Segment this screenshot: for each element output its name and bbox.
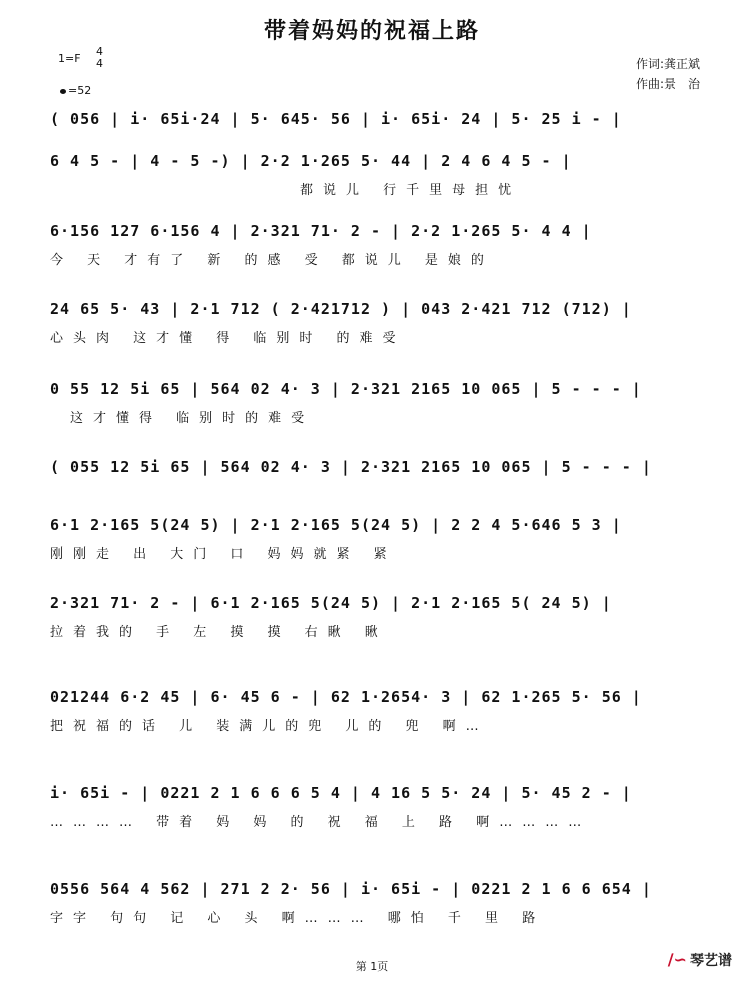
notation-line: ( 055 12 5i 65 | 564 02 4· 3 | 2·321 2165 10 065 | 5 - - - |: [50, 458, 652, 476]
notation-line: 0 55 12 5i 65 | 564 02 4· 3 | 2·321 2165 10 065 | 5 - - - |: [50, 380, 642, 398]
page-number: 第 1页: [355, 960, 389, 973]
time-sig-bottom: 4: [96, 57, 103, 70]
notation-line: 6 4 5 - | 4 - 5 -) | 2·2 1·265 5· 44 | 2 4 6 4 5 - |: [50, 152, 572, 170]
notation-line: 6·156 127 6·156 4 | 2·321 71· 2 - | 2·2 1·265 5· 4 4 |: [50, 222, 592, 240]
lyrics-line: 这才懂得 临别时的难受: [70, 411, 315, 426]
score-row-4: [50, 300, 710, 346]
score-row-9: [50, 688, 710, 734]
lyrics-line: 拉着我的 手 左 摸 摸 右瞅 瞅: [50, 625, 388, 640]
score-row-7: [50, 516, 710, 562]
score-row-2: [50, 152, 710, 198]
score-row-11: [50, 880, 710, 926]
notation-line: i· 65i - | 0221 2 1 6 6 6 5 4 | 4 16 5 5· 24 | 5· 45 2 - |: [50, 784, 632, 802]
notation-line: ( 056 | i· 65i·24 | 5· 645· 56 | i· 65i· 24 | 5· 25 i - |: [50, 110, 622, 128]
time-signature: [96, 46, 103, 70]
score-row-6: [50, 458, 710, 488]
composer: 作曲:景 治: [635, 77, 700, 91]
lyrics-line: 字字 句句 记 心 头 啊……… 哪怕 千 里 路: [50, 911, 546, 926]
lyrics-line: 把祝福的话 儿 装满儿的兜 儿的 兜 啊…: [50, 719, 489, 734]
notation-line: 2·321 71· 2 - | 6·1 2·165 5(24 5) | 2·1 2·165 5( 24 5) |: [50, 594, 612, 612]
credits: [636, 54, 700, 94]
page-title: 带着妈妈的祝福上路: [263, 19, 480, 44]
lyrics-line: 刚刚走 出 大门 口 妈妈就紧 紧: [50, 547, 397, 562]
lyrics-line: 今 天 才有了 新 的感 受 都说儿 是娘的: [50, 253, 494, 268]
key-sig-text: 1=F: [58, 52, 81, 65]
tempo-value: =52: [68, 84, 92, 97]
time-sig-top: 4: [96, 45, 103, 58]
score-row-3: [50, 222, 710, 268]
quarter-note-icon: [60, 89, 66, 94]
lyricist: 作词:龚正斌: [635, 57, 700, 71]
notation-line: 24 65 5· 43 | 2·1 712 ( 2·421712 ) | 043 2·421 712 (712) |: [50, 300, 632, 318]
score-row-10: [50, 784, 710, 830]
lyrics-line: 心头肉 这才懂 得 临别时 的难受: [50, 331, 406, 346]
notation-line: 6·1 2·165 5(24 5) | 2·1 2·165 5(24 5) | 2 2 4 5·646 5 3 |: [50, 516, 622, 534]
key-signature: [58, 45, 103, 70]
lyrics-line: 都说儿 行千里母担忧: [300, 183, 522, 198]
score-row-8: [50, 594, 710, 640]
notation-line: 021244 6·2 45 | 6· 45 6 - | 62 1·2654· 3 | 62 1·265 5· 56 |: [50, 688, 642, 706]
notation-line: 0556 564 4 562 | 271 2 2· 56 | i· 65i - | 0221 2 1 6 6 654 |: [50, 880, 652, 898]
lyrics-line: ………… 带着 妈 妈 的 祝 福 上 路 啊…………: [50, 815, 592, 830]
score-row-1: [50, 110, 710, 140]
site-logo: [668, 950, 732, 970]
logo-mark-icon: ∕∽: [667, 950, 687, 969]
tempo-mark: [60, 84, 91, 97]
score-row-5: [50, 380, 710, 426]
logo-text: 琴艺谱: [690, 953, 732, 969]
